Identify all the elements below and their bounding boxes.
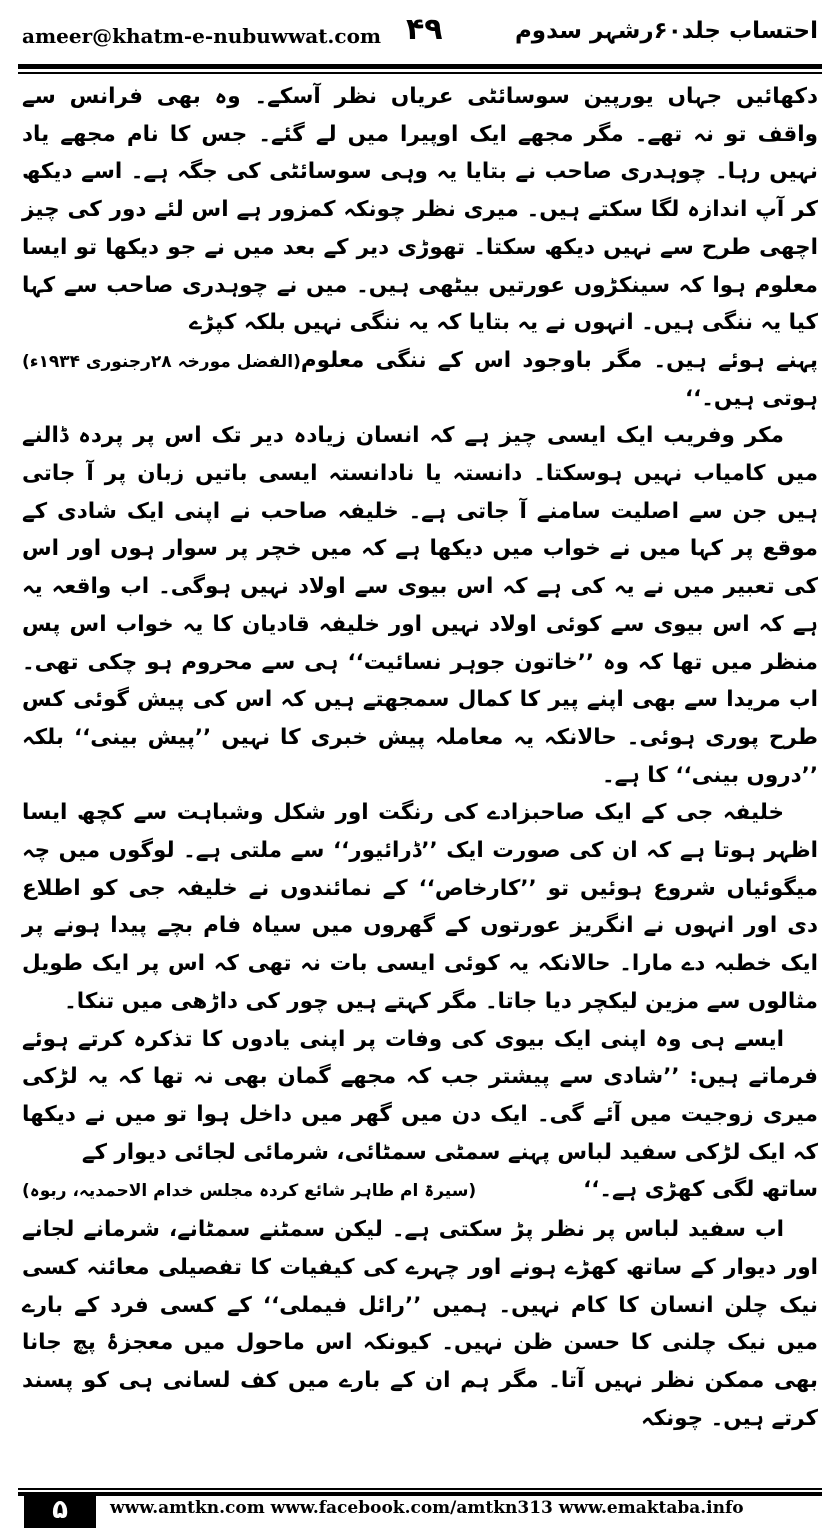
quote-end-line [22, 1171, 818, 1211]
paragraph-5: اب سفید لباس پر نظر پڑ سکتی ہے۔ لیکن سمٹنے سمٹانے، شرمانے لجانے اور دیوار کے ساتھ کھڑے ہونے اور چہرے کی کیفیات کا تفصیلی معائنہ کسی نیک چلن انسان کا کام نہیں۔ ہمیں ’’رائل فیملی‘‘ کے کسی فرد کے بارے میں نیک چلنی کا حسن ظن نہیں۔ کیونکہ اس ماحول میں معجزۂ پچ جانا بھی ممکن نظر نہیں آتا۔ مگر ہم ان کے بارے میں کف لسانی ہی کو پسند کرتے ہیں۔ چونکہ [22, 1217, 818, 1431]
paragraph-3: خلیفہ جی کے ایک صاحبزادے کی رنگت اور شکل وشباہت سے کچھ ایسا اظہر ہوتا ہے کہ ان کی صورت ایک ’’ڈرائیور‘‘ سے ملتی ہے۔ لوگوں میں چہ میگوئیاں شروع ہوئیں تو ’’کارخاص‘‘ کے نمائندوں نے خلیفہ جی کو اطلاع دی اور انہوں نے انگریز عورتوں کے گھروں میں سیاہ فام بچے پیدا ہونے پر ایک خطبہ دے مارا۔ حالانکہ یہ کوئی ایسی بات نہ تھی کہ اس پر ایک طویل مثالوں سے مزین لیکچر دیا جاتا۔ مگر کہتے ہیں چور کی داڑھی میں تنکا۔ [22, 800, 818, 1014]
paragraph-4: ایسے ہی وہ اپنی ایک بیوی کی وفات پر اپنی یادوں کا تذکرہ کرتے ہوئے فرماتے ہیں: ’’شادی سے پیشتر جب کہ مجھے گمان بھی نہ تھا کہ یہ لڑکی میری زوجیت میں آئے گی۔ ایک دن میں گھر میں داخل ہوا تو میں نے دیکھا کہ ایک لڑکی سفید لباس پہنے سمٹی سمٹائی، شرمائی لجائی دیوار کے [22, 1026, 818, 1165]
paragraph-2: مکر وفریب ایک ایسی چیز ہے کہ انسان زیادہ دیر تک اس پر پردہ ڈالنے میں کامیاب نہیں ہوسکتا۔ دانستہ یا نادانستہ ایسی باتیں زبان پر آ جاتی ہیں جن سے اصلیت سامنے آ جاتی ہے۔ خلیفہ صاحب نے اپنی ایک شادی کے موقع پر کہا میں نے خواب میں دیکھا ہے کہ میں خچر پر سوار ہوں اور اس کی تعبیر میں نے یہ کی ہے کہ اس بیوی سے اولاد نہیں ہوگی۔ اب واقعہ یہ ہے کہ اس بیوی سے کوئی اولاد نہیں اور خلیفہ قادیان کا یہ خواب اس پس منظر میں تھا کہ وہ ’’خاتون جوہر نسائیت‘‘ ہی سے محروم ہو چکی تھی۔ اب مریدا سے بھی اپنے پیر کا کمال سمجھتے ہیں کہ اس کی پیش گوئی کس طرح پوری ہوئی۔ حالانکہ یہ معاملہ پیش خبری کا نہیں ’’پیش بینی‘‘ بلکہ ’’دروں بینی‘‘ کا ہے۔ [22, 423, 818, 788]
reference-alfazl: (الفضل مورخہ ۲۸رجنوری ۱۹۳۴ء) [22, 351, 301, 372]
header-rule-thin [18, 72, 822, 74]
running-title: احتساب جلد۶۰رشہر سدوم [514, 18, 818, 44]
volume-number-badge: ۵ [24, 1492, 96, 1528]
paragraph-1: دکھائیں جہاں یورپین سوسائٹی عریاں نظر آسکے۔ وہ بھی فرانس سے واقف تو نہ تھے۔ مگر مجھے ایک اوپیرا میں لے گئے۔ جس کا نام مجھے یاد نہیں رہا۔ چوہدری صاحب نے بتایا یہ وہی سوسائٹی کی جگہ ہے۔ اسے دیکھ کر آپ اندازہ لگا سکتے ہیں۔ میری نظر چونکہ کمزور ہے اس لئے دور کی چیز اچھی طرح سے نہیں دیکھ سکتا۔ تھوڑی دیر کے بعد میں نے جو دیکھا تو ایسا معلوم ہوا کہ سینکڑوں عورتیں بیٹھی ہیں۔ میں نے چوہدری صاحب سے کہا کیا یہ ننگی ہیں۔ انہوں نے یہ بتایا کہ یہ ننگی نہیں بلکہ کپڑے [22, 84, 818, 336]
page-header [18, 0, 822, 66]
quote-end-text: ساتھ لگی کھڑی ہے۔‘‘ [583, 1177, 818, 1203]
page-number: ۴۹ [406, 12, 443, 47]
reference-seerat: (سیرۃ ام طاہر شائع کردہ مجلس خدام الاحمدیہ، ربوہ) [22, 1181, 477, 1202]
footer-urls: www.amtkn.com www.facebook.com/amtkn313 www.emaktaba.info [110, 1498, 744, 1518]
header-email: ameer@khatm-e-nubuwwat.com [22, 24, 382, 48]
page-footer [18, 1488, 822, 1528]
quote-end-text: پہنے ہوئے ہیں۔ مگر باوجود اس کے ننگی معلوم ہوتی ہیں۔‘‘ [300, 347, 818, 411]
header-rule-thick [18, 64, 822, 69]
footer-rule-thick [18, 1492, 822, 1496]
footer-rule-thin [18, 1488, 822, 1490]
quote-end-line [22, 342, 818, 417]
body-text [22, 78, 818, 1437]
